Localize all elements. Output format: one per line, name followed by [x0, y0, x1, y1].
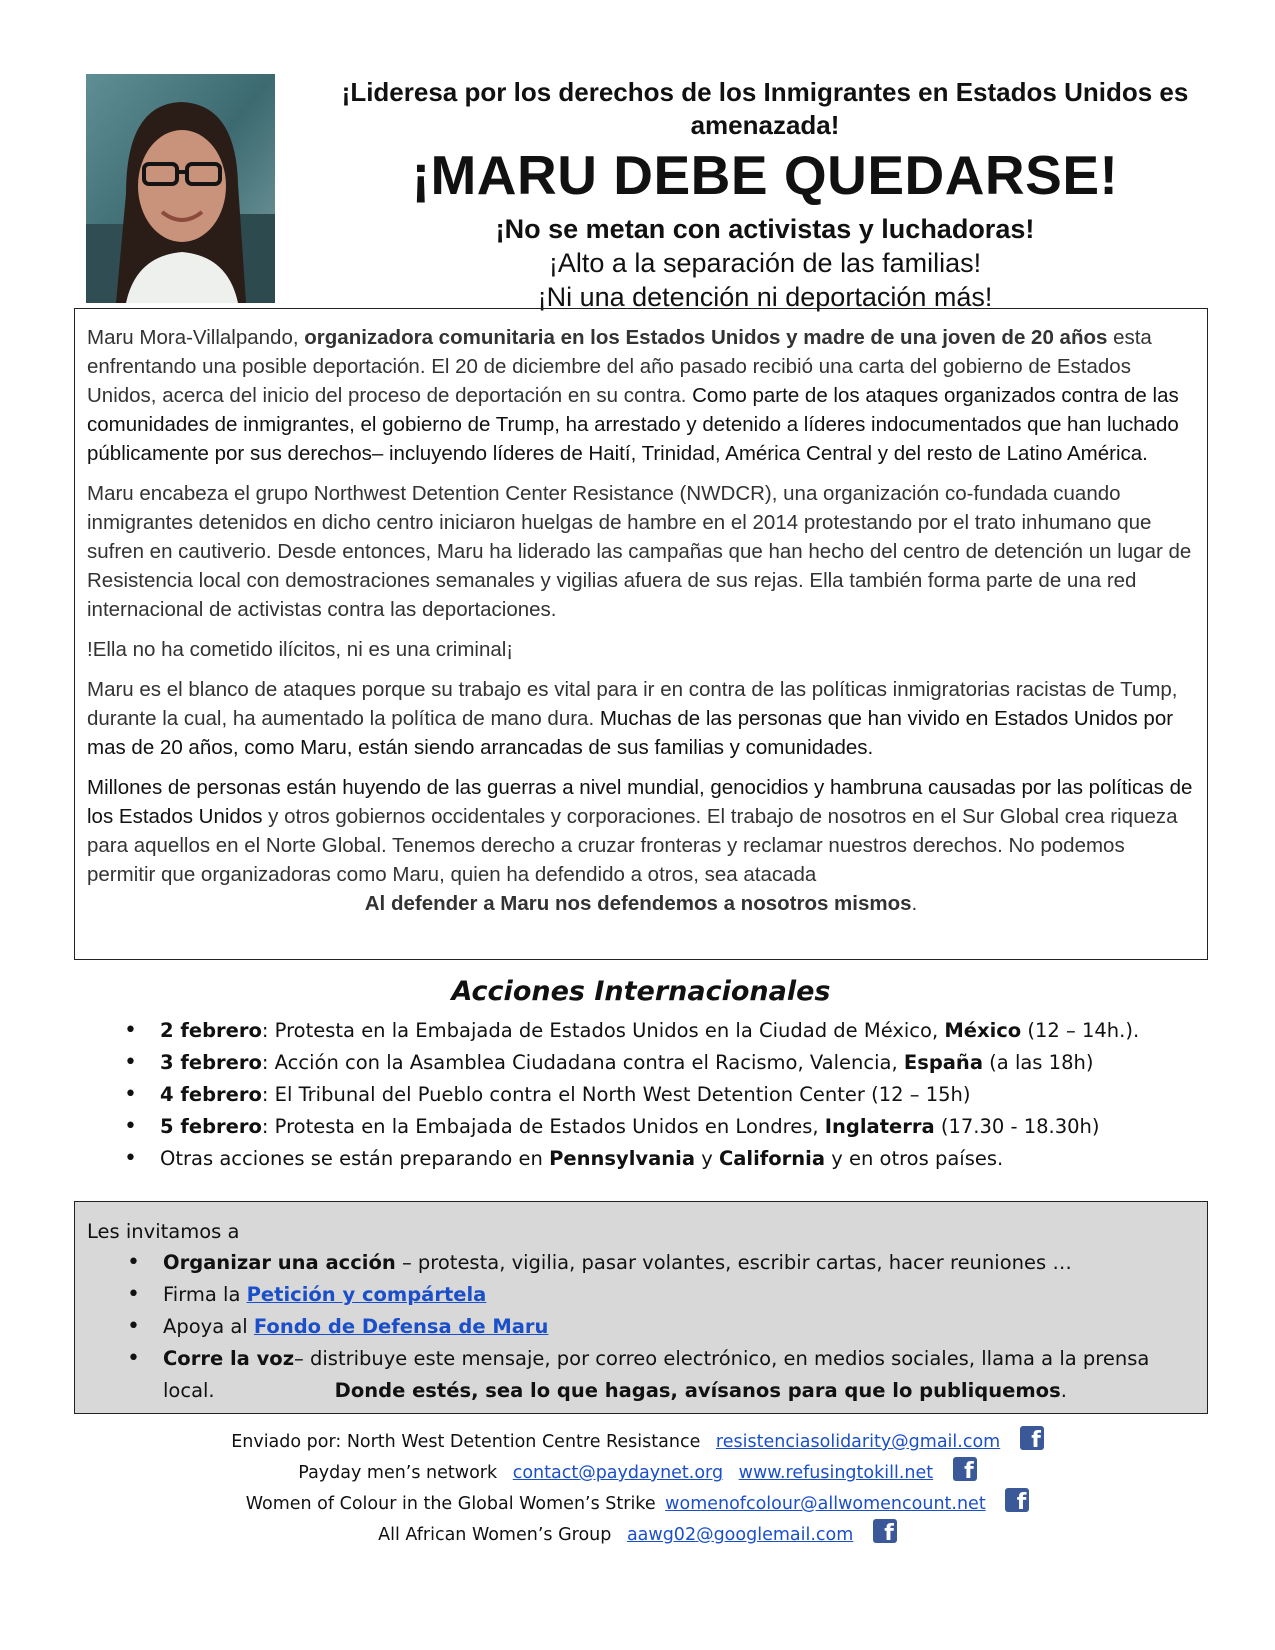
action-text: : El Tribunal del Pueblo contra el North West Detention Center (12 – 15h) [261, 1083, 971, 1106]
paragraph-5 [87, 773, 1195, 889]
invite-list [121, 1247, 1195, 1407]
portrait-image [86, 74, 275, 303]
p1-text: esta enfrentando una posible deportación. El 20 de diciembre del año pasado recibió una carta del gobierno de Estados Unidos, acerca del inicio del proceso de deportación en su contra. [87, 326, 1152, 407]
header-slogan-1: ¡No se metan con activistas y luchadoras! [495, 214, 1035, 244]
email-link[interactable]: womenofcolour@allwomencount.net [665, 1494, 986, 1514]
closing-text: Al defender a Maru nos defendemos a nosotros mismos [364, 892, 912, 915]
invite-item-text: – distribuye este mensaje, por correo electrónico, en medios sociales, llama a la prensa local. [163, 1347, 1150, 1402]
profile-photo [86, 74, 275, 303]
email-link[interactable]: aawg02@googlemail.com [626, 1525, 854, 1545]
header-slogan-2: ¡Alto a la separación de las familias! [548, 248, 982, 278]
action-item [118, 1047, 1208, 1079]
actions-list [118, 1015, 1208, 1175]
footer-row [0, 1488, 1275, 1519]
p5-dark-text: Millones de personas están huyendo de las guerras a nivel mundial, genocidios y hambruna causadas por las políticas de los Estados Unidos [87, 776, 1193, 828]
sender-label: Women of Colour in the Global Women’s Strike [245, 1494, 656, 1514]
email-link[interactable]: contact@paydaynet.org [512, 1463, 724, 1483]
action-item-other [118, 1143, 1208, 1175]
flyer-header [300, 76, 1230, 314]
other-place-2: California [718, 1147, 826, 1170]
action-place: México [944, 1019, 1022, 1042]
p1-intro: Maru Mora-Villalpando, [87, 326, 305, 349]
website-link[interactable]: www.refusingtokill.net [738, 1463, 934, 1483]
p5-text: y otros gobiernos occidentales y corporaciones. El trabajo de nosotros en el Sur Global crea riqueza para aquellos en el Norte Global. Tenemos derecho a cruzar fronteras y reclamar nuestros derechos. No podemos permitir que organizadoras como Maru, quien ha defendido a otros, sea atacada [87, 805, 1178, 886]
invite-closing-period: . [1060, 1379, 1067, 1402]
action-place: España [903, 1051, 983, 1074]
paragraph-3: !Ella no ha cometido ilícitos, ni es una criminal¡ [87, 638, 514, 661]
p1-bold: organizadora comunitaria en los Estados Unidos y madre de una joven de 20 años [304, 326, 1108, 349]
action-item [118, 1079, 1208, 1111]
footer-row [0, 1519, 1275, 1550]
p4-text: Maru es el blanco de ataques porque su trabajo es vital para ir en contra de las políticas inmigratorias racistas de Tump, durante la cual, ha aumentado la política de mano dura. [87, 678, 1178, 730]
action-text: : Acción con la Asamblea Ciudadana contra el Racismo, Valencia, [261, 1051, 904, 1074]
action-date: 4 febrero [160, 1083, 262, 1106]
invite-item-text: – protesta, vigilia, pasar volantes, escribir cartas, hacer reuniones … [395, 1251, 1072, 1274]
action-text: : Protesta en la Embajada de Estados Unidos en Londres, [261, 1115, 825, 1138]
invite-item-text: Firma la [163, 1283, 247, 1306]
closing-line [87, 889, 1195, 918]
other-place-1: Pennsylvania [549, 1147, 696, 1170]
invite-item-bold: Corre la voz [163, 1347, 295, 1370]
action-item [118, 1015, 1208, 1047]
closing-period: . [911, 892, 918, 915]
invite-intro: Les invitamos a [87, 1220, 240, 1243]
header-slogan-3: ¡Ni una detención ni deportación más! [537, 282, 993, 312]
other-text: Otras acciones se están preparando en [160, 1147, 550, 1170]
sender-label: All African Women’s Group [378, 1525, 612, 1545]
main-text-box [74, 308, 1208, 960]
footer-row [0, 1457, 1275, 1488]
invite-item-text: Apoya al [163, 1315, 254, 1338]
paragraph-4 [87, 675, 1195, 762]
footer-row [0, 1426, 1275, 1457]
action-time: (17.30 - 18.30h) [934, 1115, 1100, 1138]
invite-item-organize [121, 1247, 1195, 1279]
defense-fund-link[interactable]: Fondo de Defensa de Maru [253, 1315, 549, 1338]
invite-box [74, 1201, 1208, 1414]
action-item [118, 1111, 1208, 1143]
facebook-icon[interactable]: f [1005, 1488, 1029, 1512]
action-text: : Protesta en la Embajada de Estados Unidos en la Ciudad de México, [261, 1019, 945, 1042]
invite-item-bold: Organizar una acción [163, 1251, 396, 1274]
invite-item-petition [121, 1279, 1195, 1311]
invite-closing: Donde estés, sea lo que hagas, avísanos para que lo publiquemos [334, 1379, 1061, 1402]
action-date: 3 febrero [160, 1051, 262, 1074]
facebook-icon[interactable]: f [1020, 1426, 1044, 1450]
action-time: (12 – 14h.). [1021, 1019, 1140, 1042]
facebook-icon[interactable]: f [953, 1457, 977, 1481]
facebook-icon[interactable]: f [873, 1519, 897, 1543]
other-tail: y en otros países. [825, 1147, 1004, 1170]
header-title: ¡MARU DEBE QUEDARSE! [411, 144, 1119, 206]
action-date: 2 febrero [160, 1019, 262, 1042]
header-subtitle: ¡Lideresa por los derechos de los Inmigrantes en Estados Unidos es amenazada! [341, 77, 1189, 140]
invite-item-spread [121, 1343, 1195, 1407]
petition-link[interactable]: Petición y compártela [246, 1283, 487, 1306]
paragraph-1 [87, 323, 1195, 468]
paragraph-2: Maru encabeza el grupo Northwest Detention Center Resistance (NWDCR), una organización co-fundada cuando inmigrantes detenidos en dicho centro iniciaron huelgas de hambre en el 2014 protestando por el trato inhumano que sufren en cautiverio. Desde entonces, Maru ha liderado las campañas que han hecho del centro de detención un lugar de Resistencia local con demostraciones semanales y vigilias afuera de sus rejas. Ella también forma parte de una red internacional de activistas contra las deportaciones. [87, 482, 1192, 621]
invite-item-fund [121, 1311, 1195, 1343]
actions-title: Acciones Internacionales [451, 976, 831, 1007]
footer-contacts [0, 1426, 1275, 1550]
p1-dark-text: Como parte de los ataques organizados contra de las comunidades de inmigrantes, el gobierno de Trump, ha arrestado y detenido a líderes indocumentados que han luchado públicamente por sus derechos– incluyendo líderes de Haití, Trinidad, América Central y del resto de Latino América. [87, 384, 1179, 465]
action-place: Inglaterra [824, 1115, 935, 1138]
p4-dark-text: Muchas de las personas que han vivido en Estados Unidos por mas de 20 años, como Maru, están siendo arrancadas de sus familias y comunidades. [87, 707, 1174, 759]
other-and: y [695, 1147, 719, 1170]
sender-label: Enviado por: North West Detention Centre Resistance [231, 1432, 701, 1452]
email-link[interactable]: resistenciasolidarity@gmail.com [715, 1432, 1001, 1452]
action-time: (a las 18h) [982, 1051, 1094, 1074]
action-date: 5 febrero [160, 1115, 262, 1138]
sender-label: Payday men’s network [298, 1463, 498, 1483]
